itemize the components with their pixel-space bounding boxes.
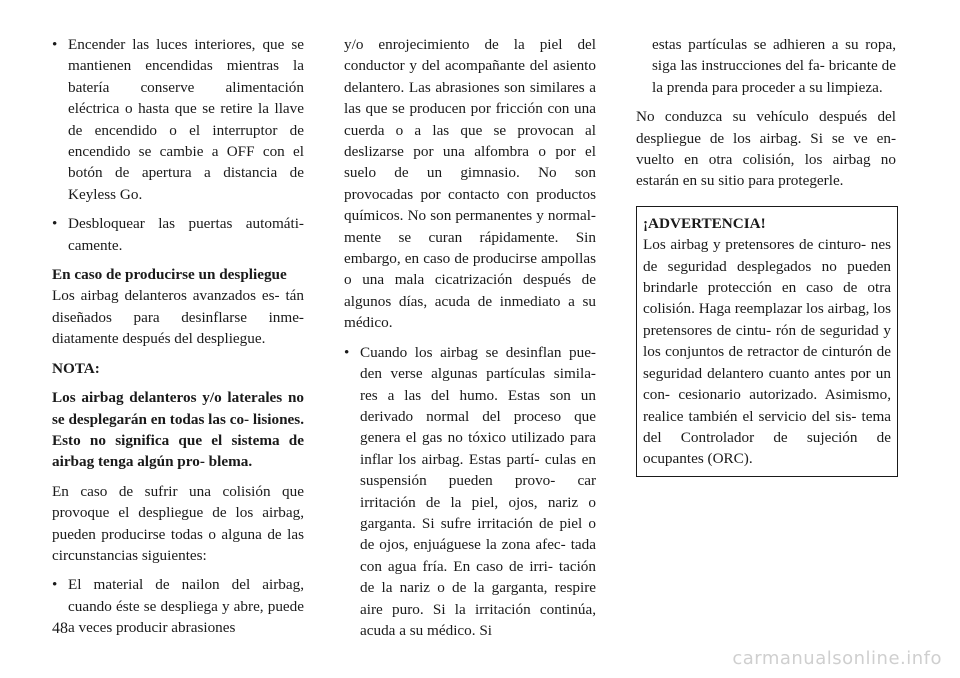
list-item — [344, 342, 596, 642]
column-middle — [344, 34, 596, 649]
list-item-text: Desbloquear las puertas automáti- camente. — [68, 215, 304, 254]
paragraph: Los airbag delanteros avanzados es- tán diseñados para desinflarse inme- diatamente después del despliegue. — [52, 287, 304, 348]
list-item-text: Encender las luces interiores, que se mantienen encendidas mientras la batería conserve alimentación eléctrica o hasta que se retire la llave de encendido o el interruptor de encendido se cambie a OFF con el botón de apertura a distancia de Keyless Go. — [68, 36, 304, 203]
column-left — [52, 34, 304, 647]
bullet-icon: • — [52, 215, 58, 233]
column-right — [636, 34, 896, 477]
list-item — [52, 213, 304, 256]
note-text: Los airbag delanteros y/o laterales no se desplegarán en todas las co- lisiones. Esto no significa que el sistema de airbag tenga algún pro- blema. — [52, 389, 304, 471]
watermark: carmanualsonline.info — [732, 648, 942, 669]
warning-text: Los airbag y pretensores de cinturo- nes de seguridad desplegados no pueden brindarle protección en caso de otra colisión. Haga reemplazar los airbag, los pretensores de cintu- rón de seguridad y los conjuntos de retractor de cinturón de seguridad delantero cuanto antes por un con- cesionario autorizado. Asimismo, realice también el servicio del sis- tema del Controlador de sujeción de ocupantes (ORC). — [643, 236, 891, 468]
note-label: NOTA: — [52, 359, 100, 377]
paragraph: En caso de sufrir una colisión que provoque el despliegue de los airbag, pueden producirse todas o alguna de las circunstancias siguientes: — [52, 482, 304, 564]
list-item — [52, 574, 304, 638]
list-item-text: Cuando los airbag se desinflan pue- den verse algunas partículas simila- res a las del humo. Estas son un derivado normal del proceso que genera el gas no tóxico utilizado para inflar los airbag. Estas partí- culas en suspensión pueden provo- car irritación de la piel, ojos, nariz o garganta. Si sufre irritación de piel o de ojos, enjuáguese la zona afec- tada con agua fría. En caso de irri- tación de la nariz o de la garganta, respire aire puro. Si la irritación continúa, acuda a su médico. Si — [360, 343, 596, 639]
section-heading: En caso de producirse un despliegue — [52, 266, 287, 284]
warning-title: ¡ADVERTENCIA! — [643, 214, 766, 232]
list-item-text: El material de nailon del airbag, cuando éste se despliega y abre, puede a veces producir abrasiones — [68, 576, 304, 637]
page-number: 48 — [52, 620, 68, 637]
warning-box — [636, 206, 898, 477]
list-item — [52, 34, 304, 205]
bullet-icon: • — [52, 576, 58, 594]
paragraph: No conduzca su vehículo después del despliegue de los airbag. Si se ve en- vuelto en otra colisión, los airbag no estarán en su sitio para protegerle. — [636, 108, 896, 190]
bullet-icon: • — [344, 343, 350, 361]
paragraph-continued: estas partículas se adhieren a su ropa, siga las instrucciones del fa- bricante de la prenda para proceder a su limpieza. — [652, 36, 896, 96]
paragraph-continued: y/o enrojecimiento de la piel del conductor y del acompañante del asiento delantero. Las abrasiones son similares a las que se producen por fricción con una cuerda o a las que se provocan al deslizarse por una alfombra o por el suelo de un gimnasio. No son provocadas por contacto con productos químicos. No son permanentes y normal- mente se curan rápidamente. Sin embargo, en caso de producirse ampollas o una mala cicatrización después de algunos días, acuda de inmediato a su médico. — [344, 36, 596, 332]
bullet-icon: • — [52, 36, 58, 53]
